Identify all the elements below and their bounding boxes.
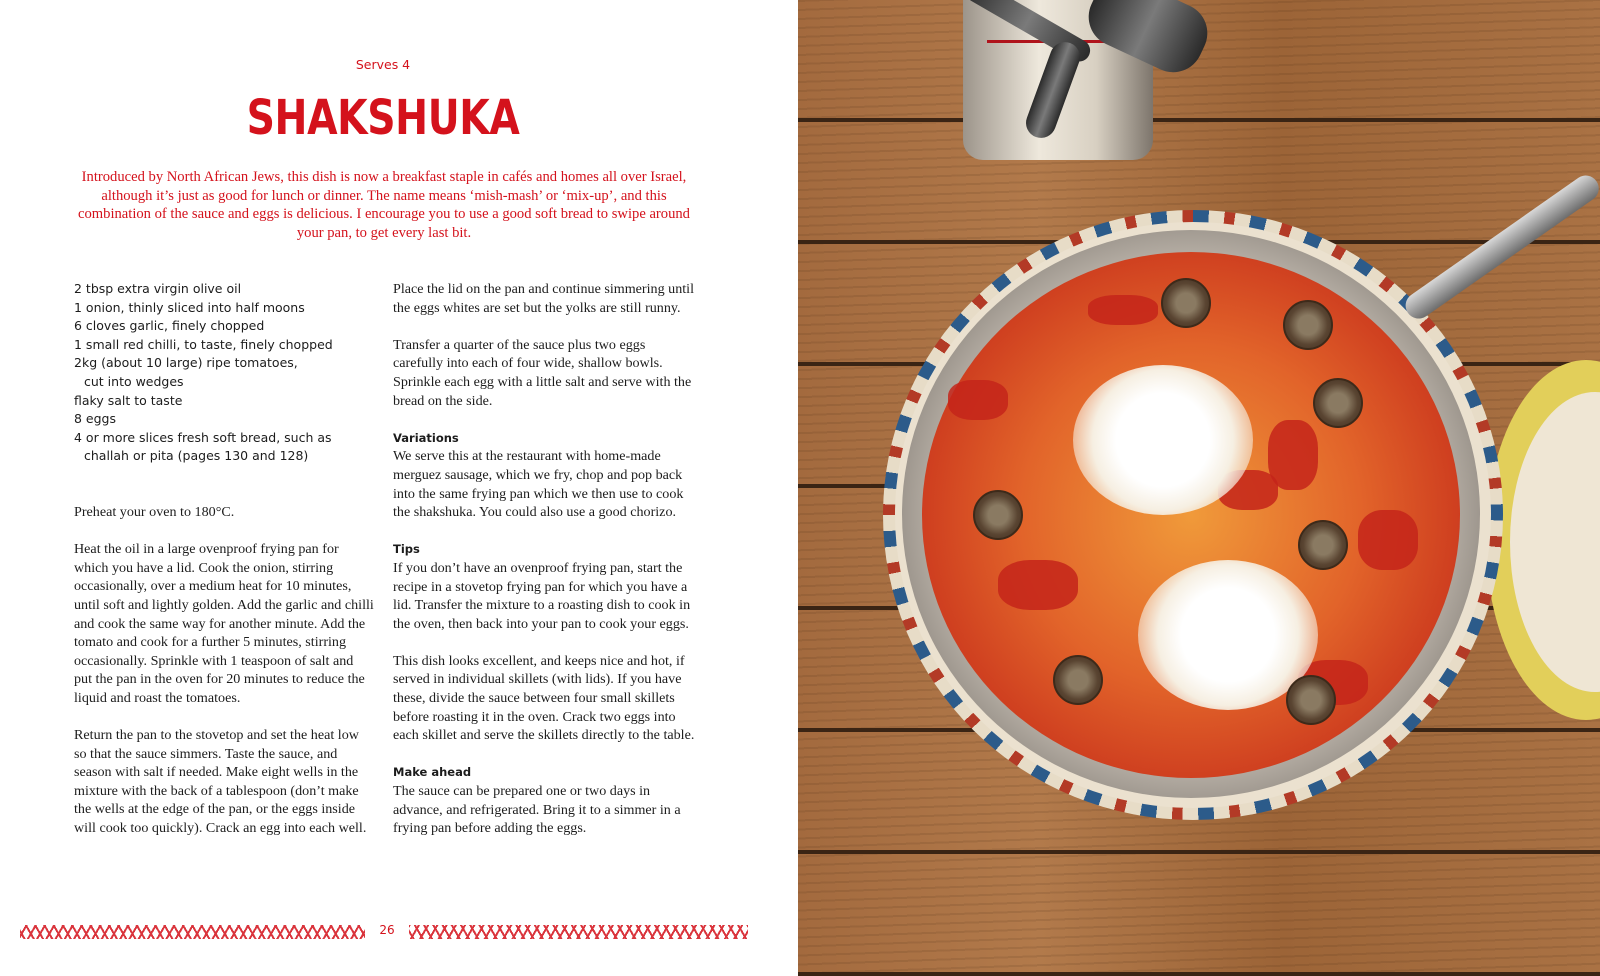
make-ahead-heading: Make ahead [393,765,472,780]
page-footer [20,921,748,943]
decorative-border-right [409,925,748,939]
page-number: 26 [379,923,395,937]
ingredient-item: 2kg (about 10 large) ripe tomatoes, [74,355,298,371]
ingredient-item: challah or pita (pages 130 and 128) [84,448,309,464]
ingredient-item: 1 small red chilli, to taste, finely chopped [74,336,333,352]
sausage-slice [1053,655,1103,705]
left-column [74,280,374,856]
decorative-border-left [20,925,365,939]
ingredients-list [74,280,374,466]
method-step: Heat the oil in a large ovenproof frying pan for which you have a lid. Cook the onion, stirring occasionally, over a medium heat for 10 minutes, until soft and lightly golden. Add the garlic and chilli and cook the same way for another minute. Add the tomato and cook for a further 5 minutes, stirring occasionally. Sprinkle with 1 teaspoon of salt and put the pan in the oven for 20 minutes to reduce the liquid and roast the tomatoes. [74,541,374,706]
shakshuka-photo [798,0,1600,976]
tips-heading: Tips [393,542,420,557]
tomato-chunk [948,380,1008,420]
ingredient-item: flaky salt to taste [74,392,183,408]
ingredient-item: 4 or more slices fresh soft bread, such as [74,429,332,445]
tips-text: This dish looks excellent, and keeps nice and hot, if served in individual skillets (with lids). If you have these, divide the sauce between four small skillets before roasting it in the oven. Crack two eggs into each skillet and serve the skillets directly to the table. [393,652,695,744]
recipe-intro: Introduced by North African Jews, this dish is now a breakfast staple in cafés and homes all over Israel, although it’s just as good for lunch or dinner. The name means ‘mish-mash’ or ‘mix-up’, and this combination of the sauce and eggs is delicious. I encourage you to use a good soft bread to swipe around your pan, to get every last bit. [78,169,690,241]
ingredient-item: cut into wedges [84,373,184,389]
sausage-slice [973,490,1023,540]
recipe-title: SHAKSHUKA [246,90,520,146]
variations-heading: Variations [393,430,459,445]
method-step: Place the lid on the pan and continue simmering until the eggs whites are set but the yolks are still runny. [393,281,694,316]
sausage-slice [1283,300,1333,350]
method-step: Transfer a quarter of the sauce plus two eggs carefully into each of four wide, shallow bowls. Sprinkle each egg with a little salt and serve with the bread on the side. [393,336,692,409]
right-column [393,280,698,856]
make-ahead-text: The sauce can be prepared one or two days in advance, and refrigerated. Bring it to a simmer in a frying pan before adding the eggs. [393,783,681,837]
sausage-slice [1161,278,1211,328]
recipe-page [0,0,798,976]
ingredient-item: 6 cloves garlic, finely chopped [74,318,265,334]
sausage-slice [1298,520,1348,570]
serves-label: Serves 4 [355,57,411,72]
variations-text: We serve this at the restaurant with home-made merguez sausage, which we fry, chop and pop back into the same frying pan which we then use to cook the shakshuka. You could also use a good chorizo. [393,448,684,521]
tomato-chunk [1088,295,1158,325]
egg [1073,365,1253,515]
tips-text: If you don’t have an ovenproof frying pan, start the recipe in a stovetop frying pan for which you have a lid. Transfer the mixture to a roasting dish to cook in the oven, then back into your pan to cook your eggs. [393,559,691,632]
method-step: Return the pan to the stovetop and set the heat low so that the sauce simmers. Taste the sauce, and season with salt if needed. Make eight wells in the mixture with the back of a tablespoon (don’t make the wells at the edge of the pan, or the eggs inside will cook too quickly). Crack an egg into each well. [74,727,367,837]
ingredient-item: 2 tbsp extra virgin olive oil [74,281,242,296]
sausage-slice [1286,675,1336,725]
method-step: Preheat your oven to 180°C. [74,503,235,520]
tomato-chunk [998,560,1078,610]
sausage-slice [1313,378,1363,428]
ingredient-item: 8 eggs [74,411,116,427]
tomato-chunk [1358,510,1418,570]
ingredient-item: 1 onion, thinly sliced into half moons [74,299,305,315]
